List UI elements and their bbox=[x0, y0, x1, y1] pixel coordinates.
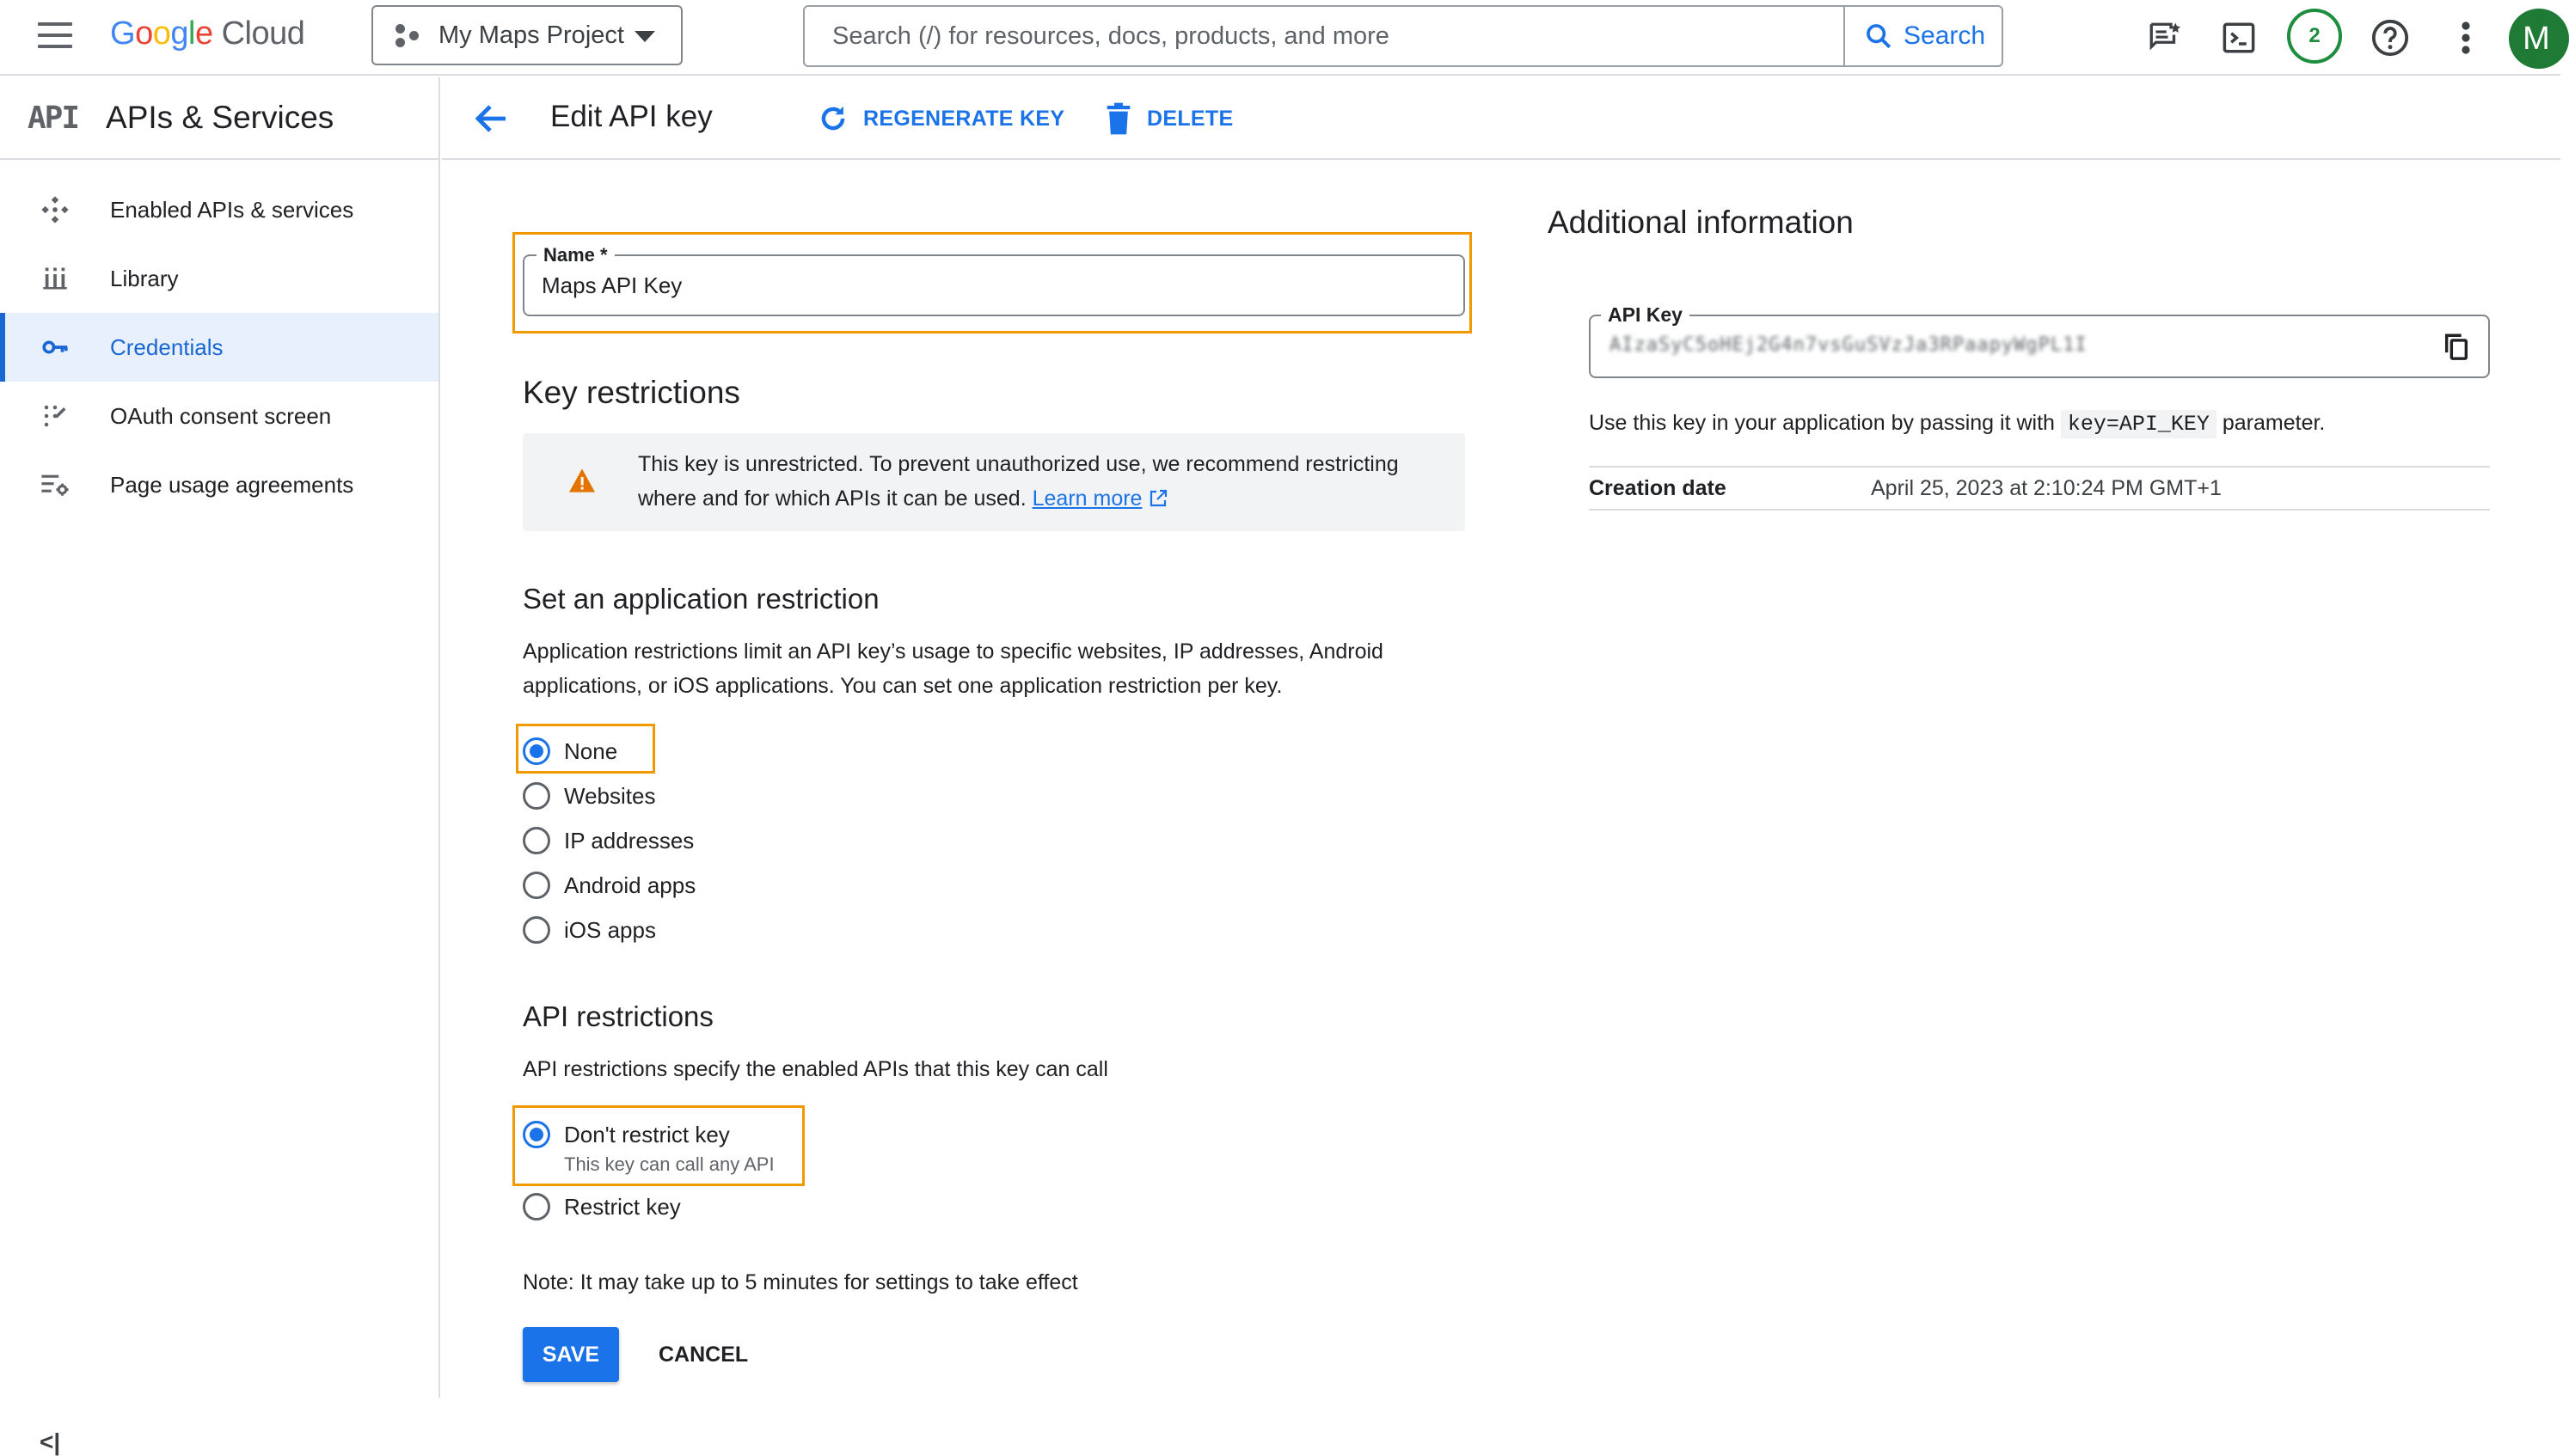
sidebar bbox=[0, 77, 440, 1455]
project-icon bbox=[395, 22, 423, 48]
radio-selected bbox=[523, 1121, 550, 1148]
app-restriction-websites[interactable]: Websites bbox=[523, 782, 655, 810]
avatar[interactable]: M bbox=[2509, 9, 2569, 69]
top-app-bar bbox=[0, 0, 2560, 76]
library-icon bbox=[40, 263, 71, 294]
search-button-label: Search bbox=[1904, 21, 1986, 50]
app-restriction-ios-apps[interactable]: iOS apps bbox=[523, 916, 656, 944]
search-button[interactable] bbox=[1843, 7, 2003, 65]
api-key-label: API Key bbox=[1601, 303, 1689, 327]
back-arrow-icon[interactable] bbox=[471, 98, 512, 139]
sidebar-title[interactable]: APIs & Services bbox=[106, 100, 334, 135]
unrestricted-warning bbox=[523, 433, 1465, 531]
search-input[interactable] bbox=[805, 7, 1843, 65]
action-bar bbox=[442, 77, 2560, 160]
page-title: Edit API key bbox=[550, 100, 713, 133]
cloud-shell-icon[interactable] bbox=[2215, 14, 2263, 62]
refresh-icon bbox=[817, 102, 849, 135]
key-restrictions-heading: Key restrictions bbox=[523, 375, 740, 410]
sidebar-header bbox=[0, 77, 438, 160]
sidebar-item-library[interactable]: Library bbox=[0, 244, 438, 313]
dont-restrict-subtext: This key can call any API bbox=[564, 1153, 775, 1175]
divider bbox=[1589, 466, 2490, 468]
radio-selected bbox=[523, 737, 550, 765]
sidebar-item-enabled-apis[interactable]: Enabled APIs & services bbox=[0, 175, 438, 244]
api-key-code: key=API_KEY bbox=[2061, 410, 2216, 438]
notifications-badge[interactable]: 2 bbox=[2287, 9, 2342, 64]
oauth-icon bbox=[40, 401, 71, 431]
api-key-value: AIzaSyC5oHEj2G4n7vsGuSVzJa3RPaapyWgPL1I bbox=[1609, 334, 2088, 356]
warning-text: This key is unrestricted. To prevent unauthorized use, we recommend restricting where and for which APIs it can be used. Learn more bbox=[638, 452, 1399, 511]
external-link-icon bbox=[1148, 488, 1168, 509]
app-restriction-android-apps[interactable]: Android apps bbox=[523, 872, 696, 899]
app-restriction-ip-addresses[interactable]: IP addresses bbox=[523, 827, 694, 854]
creation-date-value: April 25, 2023 at 2:10:24 PM GMT+1 bbox=[1871, 476, 2222, 500]
settings-list-icon bbox=[40, 469, 71, 500]
search-icon bbox=[1864, 21, 1893, 51]
menu-icon[interactable] bbox=[38, 22, 72, 53]
name-field[interactable] bbox=[523, 244, 1465, 316]
delete-button[interactable]: DELETE bbox=[1104, 98, 1233, 139]
sidebar-item-credentials[interactable]: Credentials bbox=[0, 313, 438, 382]
name-field-value: Maps API Key bbox=[542, 272, 683, 298]
collapse-sidebar-button[interactable]: <| bbox=[40, 1428, 61, 1455]
sidebar-item-page-usage[interactable]: Page usage agreements bbox=[0, 450, 438, 519]
help-icon[interactable] bbox=[2366, 14, 2414, 62]
feedback-icon[interactable] bbox=[2141, 14, 2189, 62]
warning-icon bbox=[567, 468, 597, 493]
sidebar-item-oauth-consent[interactable]: OAuth consent screen bbox=[0, 382, 438, 450]
name-field-label: Name * bbox=[536, 244, 615, 266]
key-icon bbox=[40, 332, 71, 363]
learn-more-link[interactable]: Learn more bbox=[1032, 486, 1143, 511]
google-cloud-logo[interactable]: Google Cloud bbox=[110, 15, 305, 52]
search-bar bbox=[803, 5, 2003, 67]
app-restriction-description: Application restrictions limit an API key’s usage to specific websites, IP addresses, Android applications, or iOS applications. You can set one application restriction per key. bbox=[523, 639, 1383, 698]
api-restriction-dont-restrict[interactable]: Don't restrict key bbox=[523, 1121, 730, 1148]
copy-icon[interactable] bbox=[2442, 332, 2473, 363]
api-key-field bbox=[1589, 303, 2490, 378]
api-diamond-icon bbox=[40, 194, 71, 225]
save-button[interactable]: SAVE bbox=[523, 1327, 619, 1382]
cancel-button[interactable]: CANCEL bbox=[659, 1342, 749, 1367]
api-restrictions-description: API restrictions specify the enabled APIs that this key can call bbox=[523, 1057, 1108, 1081]
chevron-down-icon bbox=[635, 31, 655, 42]
settings-note: Note: It may take up to 5 minutes for settings to take effect bbox=[523, 1270, 1078, 1294]
api-key-usage-text: Use this key in your application by passing it with key=API_KEY parameter. bbox=[1589, 411, 2326, 437]
api-restrictions-heading: API restrictions bbox=[523, 1000, 714, 1032]
api-logo: API bbox=[28, 100, 79, 136]
creation-date-label: Creation date bbox=[1589, 476, 1726, 500]
divider bbox=[1589, 509, 2490, 511]
more-vert-icon[interactable] bbox=[2442, 14, 2490, 62]
app-restriction-heading: Set an application restriction bbox=[523, 583, 880, 615]
api-restriction-restrict-key[interactable]: Restrict key bbox=[523, 1193, 681, 1220]
additional-info-heading: Additional information bbox=[1548, 205, 1854, 240]
regenerate-key-button[interactable]: REGENERATE KEY bbox=[817, 98, 1064, 139]
trash-icon bbox=[1104, 101, 1133, 136]
project-name: My Maps Project bbox=[438, 21, 624, 49]
app-restriction-none[interactable]: None bbox=[523, 737, 617, 765]
project-selector[interactable] bbox=[371, 5, 683, 65]
